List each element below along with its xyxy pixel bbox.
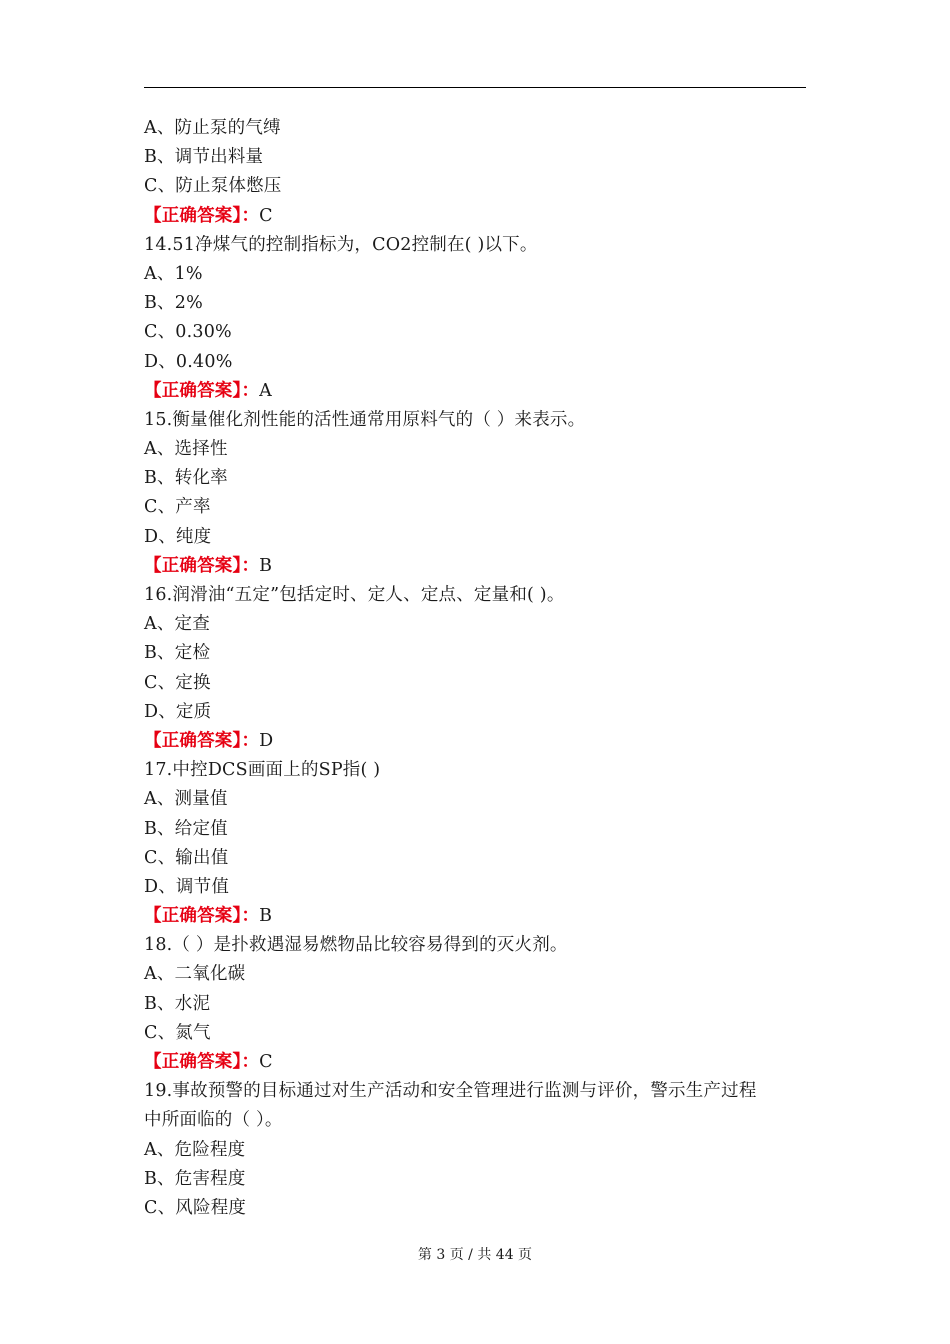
answer-option: A、1% bbox=[144, 263, 203, 284]
answer-option: D、定质 bbox=[144, 701, 212, 722]
answer-option: B、调节出料量 bbox=[144, 147, 264, 168]
correct-answer-label: 【正确答案】 bbox=[144, 1052, 242, 1072]
answer-option: C、氮气 bbox=[144, 1022, 211, 1043]
correct-answer-label: 【正确答案】 bbox=[144, 906, 242, 927]
answer-option: A、二氧化碳 bbox=[144, 964, 246, 985]
answer-option: B、危害程度 bbox=[144, 1168, 246, 1189]
correct-answer-separator: ： bbox=[241, 730, 260, 751]
correct-answer-line bbox=[144, 377, 808, 406]
correct-answer-separator: ： bbox=[241, 555, 260, 576]
answer-option: C、输出值 bbox=[144, 847, 229, 868]
question-text: 15.衡量催化剂性能的活性通常用原料气的（ ）来表示。 bbox=[144, 409, 586, 430]
correct-answer-label: 【正确答案】 bbox=[144, 730, 242, 751]
correct-answer-line bbox=[144, 902, 808, 931]
page-footer: 第 3 页 / 共 44 页 bbox=[417, 1247, 533, 1263]
question-text: 18.（ ）是扑救遇湿易燃物品比较容易得到的灭火剂。 bbox=[144, 935, 568, 956]
correct-answer-line bbox=[144, 552, 808, 581]
correct-answer-label: 【正确答案】 bbox=[144, 205, 242, 226]
answer-option: A、防止泵的气缚 bbox=[144, 118, 281, 138]
answer-option: A、选择性 bbox=[144, 439, 228, 460]
question-text: 17.中控DCS画面上的SP指( ) bbox=[144, 760, 381, 781]
answer-option: B、定检 bbox=[144, 643, 211, 664]
answer-option: B、2% bbox=[144, 293, 203, 314]
answer-option: B、水泥 bbox=[144, 993, 211, 1014]
correct-answer-separator: ： bbox=[241, 906, 260, 927]
correct-answer-value: C bbox=[259, 1052, 273, 1072]
correct-answer-value: B bbox=[259, 906, 273, 927]
correct-answer-value: A bbox=[259, 380, 272, 401]
correct-answer-value: C bbox=[259, 205, 273, 226]
correct-answer-value: D bbox=[259, 730, 274, 751]
correct-answer-line bbox=[144, 1048, 808, 1077]
answer-option: C、防止泵体憋压 bbox=[144, 176, 282, 197]
answer-option: D、纯度 bbox=[144, 526, 212, 547]
answer-option: A、测量值 bbox=[144, 789, 228, 810]
question-text: 中所面临的（ ）。 bbox=[144, 1110, 283, 1131]
correct-answer-line bbox=[144, 202, 808, 231]
answer-option: C、产率 bbox=[144, 497, 211, 518]
header-rule bbox=[144, 87, 806, 88]
document-body bbox=[144, 114, 808, 1223]
correct-answer-label: 【正确答案】 bbox=[144, 380, 242, 401]
answer-option: D、调节值 bbox=[144, 876, 230, 897]
correct-answer-line bbox=[144, 727, 808, 756]
correct-answer-separator: ： bbox=[241, 380, 260, 401]
correct-answer-label: 【正确答案】 bbox=[144, 555, 242, 576]
answer-option: B、给定值 bbox=[144, 818, 228, 839]
answer-option: A、定查 bbox=[144, 614, 210, 635]
answer-option: D、0.40% bbox=[144, 351, 233, 372]
answer-option: C、0.30% bbox=[144, 322, 232, 343]
answer-option: A、危险程度 bbox=[144, 1139, 246, 1160]
correct-answer-separator: ： bbox=[241, 1052, 260, 1072]
question-text: 14.51净煤气的控制指标为，CO2控制在( )以下。 bbox=[144, 234, 538, 255]
question-text: 16.润滑油“五定”包括定时、定人、定点、定量和( )。 bbox=[144, 585, 565, 605]
correct-answer-value: B bbox=[259, 555, 273, 576]
question-text: 19.事故预警的目标通过对生产活动和安全管理进行监测与评价，警示生产过程 bbox=[144, 1081, 757, 1102]
answer-option: B、转化率 bbox=[144, 468, 228, 489]
answer-option: C、风险程度 bbox=[144, 1197, 247, 1218]
correct-answer-separator: ： bbox=[241, 205, 260, 226]
answer-option: C、定换 bbox=[144, 672, 211, 693]
